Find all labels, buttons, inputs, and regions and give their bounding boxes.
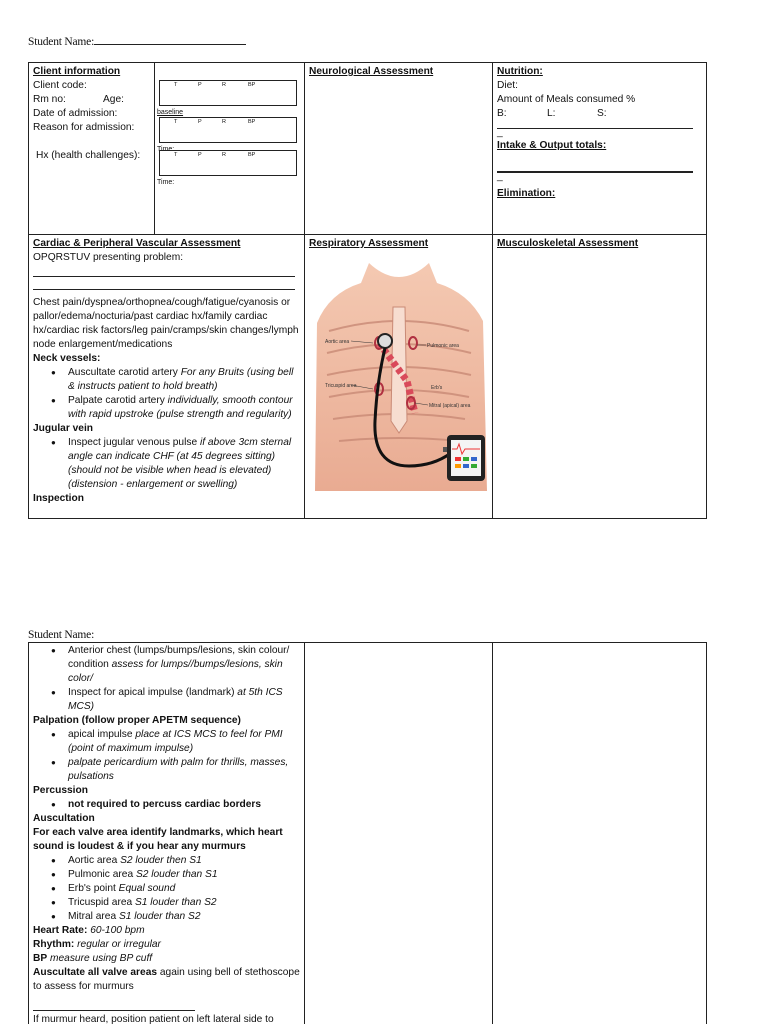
palpation-label: Palpation (follow proper APETM sequence) — [33, 715, 241, 726]
client-info-title: Client information — [33, 66, 121, 77]
heart-auscultation-diagram — [309, 251, 489, 507]
jugular-list — [33, 436, 300, 492]
lunch-label: L: — [547, 108, 556, 119]
resp-title: Respiratory Assessment — [309, 238, 429, 249]
assessment-grid-1 — [28, 62, 707, 519]
neurological-cell[interactable] — [305, 63, 493, 235]
bp-row: BP measure using BP cuff — [33, 953, 153, 964]
pulmonic-area-label: Pulmonic area — [427, 343, 459, 349]
musculoskeletal-continued-cell[interactable] — [493, 643, 707, 1024]
tablet-icon — [447, 435, 485, 481]
respiratory-continued-cell[interactable] — [305, 643, 493, 1024]
cardiac-title: Cardiac & Peripheral Vascular Assessment — [33, 238, 241, 249]
list-item: ● apical impulse place at ICS MCS to feel for PMI (point of maximum impulse) — [51, 728, 300, 756]
nutrition-title: Nutrition: — [497, 66, 543, 77]
nutrition-line-1[interactable] — [497, 121, 693, 129]
neuro-title: Neurological Assessment — [309, 66, 434, 77]
intake-output-label: Intake & Output totals: — [497, 140, 607, 151]
list-item: ● Anterior chest (lumps/bumps/lesions, skin colour/ condition assess for lumps//bumps/lesions, skin color/ — [51, 644, 300, 686]
assessment-grid-2 — [28, 642, 707, 1024]
list-item: ● palpate pericardium with palm for thrills, masses, pulsations — [51, 756, 300, 784]
rm-age-row — [33, 93, 150, 107]
list-item: ● Tricuspid area S1 louder than S2 — [51, 896, 300, 910]
list-item: ● Mitral area S1 louder than S2 — [51, 910, 300, 924]
auscultation-label: Auscultation — [33, 813, 95, 824]
baseline-label: baseline — [157, 109, 184, 116]
breakfast-label: B: — [497, 108, 507, 119]
student-name-label-1: Student Name: — [28, 35, 246, 48]
meals-label: Amount of Meals consumed % — [497, 94, 636, 105]
admission-reason-label: Reason for admission: — [33, 122, 135, 133]
opqrstuv-label: OPQRSTUV presenting problem: — [33, 252, 184, 263]
murmur-line[interactable] — [33, 998, 195, 1011]
vitals-cell — [155, 63, 305, 235]
list-item: ● Auscultate carotid artery For any Bruits (using bell & instructs patient to hold breath) — [51, 366, 300, 394]
tricuspid-area-label: Tricuspid area — [325, 383, 357, 389]
diet-label: Diet: — [497, 80, 518, 91]
time-label-1: Time: — [157, 146, 175, 153]
admission-date-label: Date of admission: — [33, 108, 118, 119]
elimination-label: Elimination: — [497, 188, 556, 199]
auscultate-all-row: Auscultate all valve areas again using bell of stethoscope to assess for murmurs — [33, 967, 300, 992]
jugular-vein-label: Jugular vein — [33, 423, 94, 434]
list-item: ● Palpate carotid artery individually, smooth contour with rapid upstroke (pulse strength and regularity) — [51, 394, 300, 422]
inspection-label: Inspection — [33, 493, 84, 504]
neck-vessels-label: Neck vessels: — [33, 353, 101, 364]
percussion-label: Percussion — [33, 785, 88, 796]
mitral-area-label: Mitral (apical) area — [429, 403, 471, 409]
percussion-list — [33, 798, 300, 812]
hx-label: Hx (health challenges): — [36, 150, 141, 161]
list-item: ● not required to percuss cardiac borders — [51, 798, 300, 812]
nutrition-dash-2: _ — [497, 171, 503, 182]
valve-list — [33, 854, 300, 924]
musculoskeletal-cell[interactable] — [493, 235, 707, 519]
aortic-area-label: Aortic area — [325, 339, 350, 345]
student-name-label-2: Student Name: — [28, 629, 95, 641]
time-label-2: Time: — [157, 179, 175, 186]
palpation-list — [33, 728, 300, 784]
opq-line-1[interactable] — [33, 264, 295, 277]
vitals-box-1[interactable]: T P R BP — [159, 80, 297, 106]
meals-row — [497, 107, 702, 121]
rm-no-label: Rm no: — [33, 94, 66, 105]
student-name-line-1[interactable] — [94, 35, 246, 45]
msk-title: Musculoskeletal Assessment — [497, 238, 639, 249]
supper-label: S: — [597, 108, 607, 119]
respiratory-cell — [305, 235, 493, 519]
client-information-cell — [29, 63, 155, 235]
intake-output-line[interactable] — [497, 153, 693, 173]
list-item: ● Pulmonic area S2 louder than S1 — [51, 868, 300, 882]
cardiac-continued-cell — [29, 643, 305, 1024]
nutrition-dash-1: _ — [497, 127, 503, 138]
heart-rate-row: Heart Rate: 60-100 bpm — [33, 925, 145, 936]
opq-line-2[interactable] — [33, 277, 295, 290]
inspection-list — [33, 644, 300, 714]
age-label: Age: — [103, 94, 124, 105]
list-item: ● Erb's point Equal sound — [51, 882, 300, 896]
list-item: ● Inspect jugular venous pulse if above 3cm sternal angle can indicate CHF (at 45 degrees sitting) (should not be visible when head is elevated) (distension - enlargement or swelling) — [51, 436, 300, 492]
nutrition-cell — [493, 63, 707, 235]
client-code-label: Client code: — [33, 80, 87, 91]
symptom-list: Chest pain/dyspnea/orthopnea/cough/fatigue/cyanosis or pallor/edema/nocturia/past cardiac hx/family cardiac hx/cardiac risk factors/leg pain/cramps/skin changes/lymph node enlargement/medications — [33, 297, 299, 350]
list-item: ● Aortic area S2 louder then S1 — [51, 854, 300, 868]
cardiac-cell — [29, 235, 305, 519]
neck-vessels-list — [33, 366, 300, 422]
valve-intro: For each valve area identify landmarks, which heart sound is loudest & if you hear any murmurs — [33, 827, 283, 852]
erb-point-label: Erb's — [431, 385, 443, 391]
rhythm-row: Rhythm: regular or irregular — [33, 939, 161, 950]
vitals-box-2[interactable]: T P R BP — [159, 117, 297, 143]
list-item: ● Inspect for apical impulse (landmark) at 5th ICS MCS) — [51, 686, 300, 714]
vitals-box-3[interactable]: T P R BP — [159, 150, 297, 176]
murmur-text: If murmur heard, position patient on left lateral side to — [33, 1014, 274, 1024]
